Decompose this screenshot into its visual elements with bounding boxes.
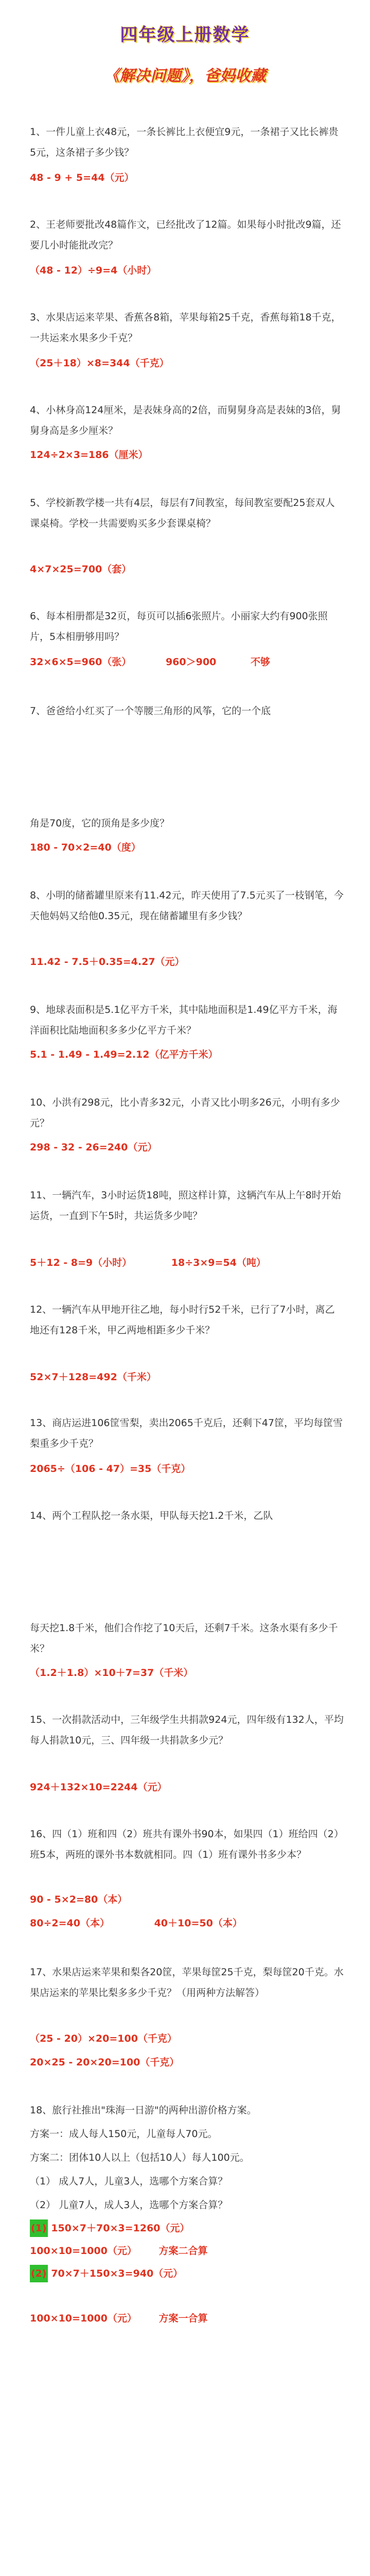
- problem-10-answer: 298 - 32 - 26=240（元）: [30, 1142, 157, 1153]
- problem-6-answer: [30, 653, 344, 671]
- problem-18-answer-1-marker: (1): [30, 2219, 48, 2237]
- problem-18-question-line3: 方案二：团体10人以上（包括10人）每人100元。: [30, 2152, 250, 2163]
- problem-16-answer-steps: [30, 1914, 344, 1932]
- problem-7-answer: 180 - 70×2=40（度）: [30, 842, 141, 853]
- problem-9-question: 9、地球表面积是5.1亿平方千米，其中陆地面积是1.49亿平方千米，海洋面积比陆地面积多多少亿平方千米？: [30, 1004, 338, 1036]
- problem-6-answer-calc: 32×6×5=960（张）: [30, 656, 132, 668]
- problem-17-answer-method2: 20×25 - 20×20=100（千克）: [30, 2057, 180, 2068]
- problem-14-question-line1: 14、两个工程队挖一条水渠，甲队每天挖1.2千米，乙队: [30, 1510, 273, 1521]
- problem-18-answer-3: [30, 2265, 344, 2282]
- problem-4-question: 4、小林身高124厘米，是表妹身高的2倍，而舅舅身高是表妹的3倍，舅舅身高是多少厘米？: [30, 404, 341, 436]
- problem-14-question-line2: 每天挖1.8千米，他们合作挖了10天后，还剩7千米。这条水渠有多少千米？: [30, 1622, 338, 1654]
- problem-18-question-line5: （2） 儿童7人，成人3人，选哪个方案合算？: [30, 2199, 228, 2211]
- problem-6-answer-conclusion: 不够: [250, 656, 270, 668]
- problem-5-answer: 4×7×25=700（套）: [30, 564, 132, 575]
- problem-2-question: 2、王老师要批改48篇作文，已经批改了12篇。如果每小时批改9篇，还要几小时能批改完？: [30, 219, 341, 251]
- problem-16-answer-step2: 80÷2=40（本）: [30, 1918, 110, 1929]
- problem-1-answer: 48 - 9 + 5=44（元）: [30, 172, 134, 183]
- problem-18-answer-2-conclusion: 方案二合算: [158, 2245, 208, 2257]
- problem-15-answer: 924＋132×10=2244（元）: [30, 1782, 167, 1793]
- problem-7-question-line1: 7、爸爸给小红买了一个等腰三角形的风筝，它的一个底: [30, 705, 271, 717]
- problem-18-question-line4: （1） 成人7人，儿童3人，选哪个方案合算？: [30, 2176, 228, 2187]
- problem-10-question: 10、小洪有298元，比小青多32元，小青又比小明多26元，小明有多少元？: [30, 1097, 340, 1129]
- problem-11-answer: [30, 1254, 344, 1272]
- problem-18-answer-4-conclusion: 方案一合算: [158, 2313, 208, 2324]
- problem-17-answer-method1: （25 - 20）×20=100（千克）: [30, 2033, 177, 2044]
- problem-11-question: 11、一辆汽车，3小时运货18吨，照这样计算，这辆汽车从上午8时开始运货，一直到下午5时，共运货多少吨？: [30, 1190, 341, 1222]
- problem-6-answer-compare: 960＞900: [165, 656, 217, 668]
- problem-14-answer: （1.2＋1.8）×10＋7=37（千米）: [30, 1667, 193, 1679]
- page-title: 四年级上册数学: [120, 25, 250, 45]
- problem-17-question: 17、水果店运来苹果和梨各20筐，苹果每筐25千克，梨每筐20千克。水果店运来的苹果比梨多多少千克？（用两种方法解答）: [30, 1967, 344, 1998]
- problem-16-answer-step1: 90 - 5×2=80（本）: [30, 1894, 128, 1905]
- problem-15-question: 15、一次捐款活动中，三年级学生共捐款924元，四年级有132人，平均每人捐款10元，三、四年级一共捐款多少元？: [30, 1714, 344, 1746]
- problem-2-answer: （48 - 12）÷9=4（小时）: [30, 265, 157, 276]
- problem-18-question-line1: 18、旅行社推出"珠海一日游"的两种出游价格方案。: [30, 2105, 257, 2116]
- problem-16-question: 16、四（1）班和四（2）班共有课外书90本，如果四（1）班给四（2）班5本，两班的课外书本数就相同。四（1）班有课外书多少本？: [30, 1828, 344, 1860]
- problem-18-answer-4-calc: 100×10=1000（元）: [30, 2313, 137, 2324]
- problem-18-answer-2: [30, 2242, 344, 2260]
- problem-8-question: 8、小明的储蓄罐里原来有11.42元，昨天使用了7.5元买了一枝钢笔，今天他妈妈又给他0.35元，现在储蓄罐里有多少钱？: [30, 890, 344, 922]
- problem-18-answer-4: [30, 2311, 207, 2325]
- problem-11-answer-step1: 5＋12 - 8=9（小时）: [30, 1257, 132, 1268]
- problem-5-question: 5、学校新教学楼一共有4层，每层有7间教室，每间教室要配25套双人课桌椅。学校一共需要购买多少套课桌椅？: [30, 497, 335, 529]
- problem-18-answer-1-calc: 150×7＋70×3=1260（元）: [51, 2223, 190, 2234]
- problem-3-question: 3、水果店运来苹果、香蕉各8箱，苹果每箱25千克，香蕉每箱18千克，一共运来水果多少千克？: [30, 312, 341, 344]
- problem-13-question: 13、商店运进106筐雪梨，卖出2065千克后，还剩下47筐，平均每筐雪梨重多少千克？: [30, 1417, 343, 1449]
- problem-4-answer: 124÷2×3=186（厘米）: [30, 449, 148, 461]
- problem-1-question: 1、一件儿童上衣48元，一条长裤比上衣便宜9元，一条裙子又比长裤贵5元，这条裙子多少钱？: [30, 126, 339, 158]
- problem-16-answer-step3: 40＋10=50（本）: [154, 1918, 242, 1929]
- problem-9-answer: 5.1 - 1.49 - 1.49=2.12（亿平方千米）: [30, 1049, 218, 1060]
- problem-8-answer: 11.42 - 7.5＋0.35=4.27（元）: [30, 956, 185, 968]
- problem-12-answer: 52×7＋128=492（千米）: [30, 1371, 156, 1383]
- page-subtitle: 《解决问题》，爸妈收藏: [104, 67, 266, 85]
- problem-13-answer: 2065÷（106 - 47）=35（千克）: [30, 1463, 191, 1475]
- problem-18-answer-2-calc: 100×10=1000（元）: [30, 2245, 137, 2257]
- problem-11-answer-step2: 18÷3×9=54（吨）: [171, 1257, 266, 1268]
- problem-7-question-line2: 角是70度，它的顶角是多少度？: [30, 818, 170, 829]
- problem-18-answer-1: [30, 2219, 344, 2237]
- problem-18-question-line2: 方案一：成人每人150元，儿童每人70元。: [30, 2128, 218, 2140]
- problem-18-answer-3-marker: (2): [30, 2265, 48, 2282]
- problem-6-question: 6、每本相册都是32页，每页可以插6张照片。小丽家大约有900张照片，5本相册够用吗？: [30, 611, 328, 642]
- problem-12-question: 12、一辆汽车从甲地开往乙地，每小时行52千米，已行了7小时，离乙地还有128千米，甲乙两地相距多少千米？: [30, 1304, 335, 1336]
- problem-3-answer: （25＋18）×8=344（千克）: [30, 358, 169, 369]
- problem-18-answer-3-calc: 70×7＋150×3=940（元）: [51, 2268, 183, 2279]
